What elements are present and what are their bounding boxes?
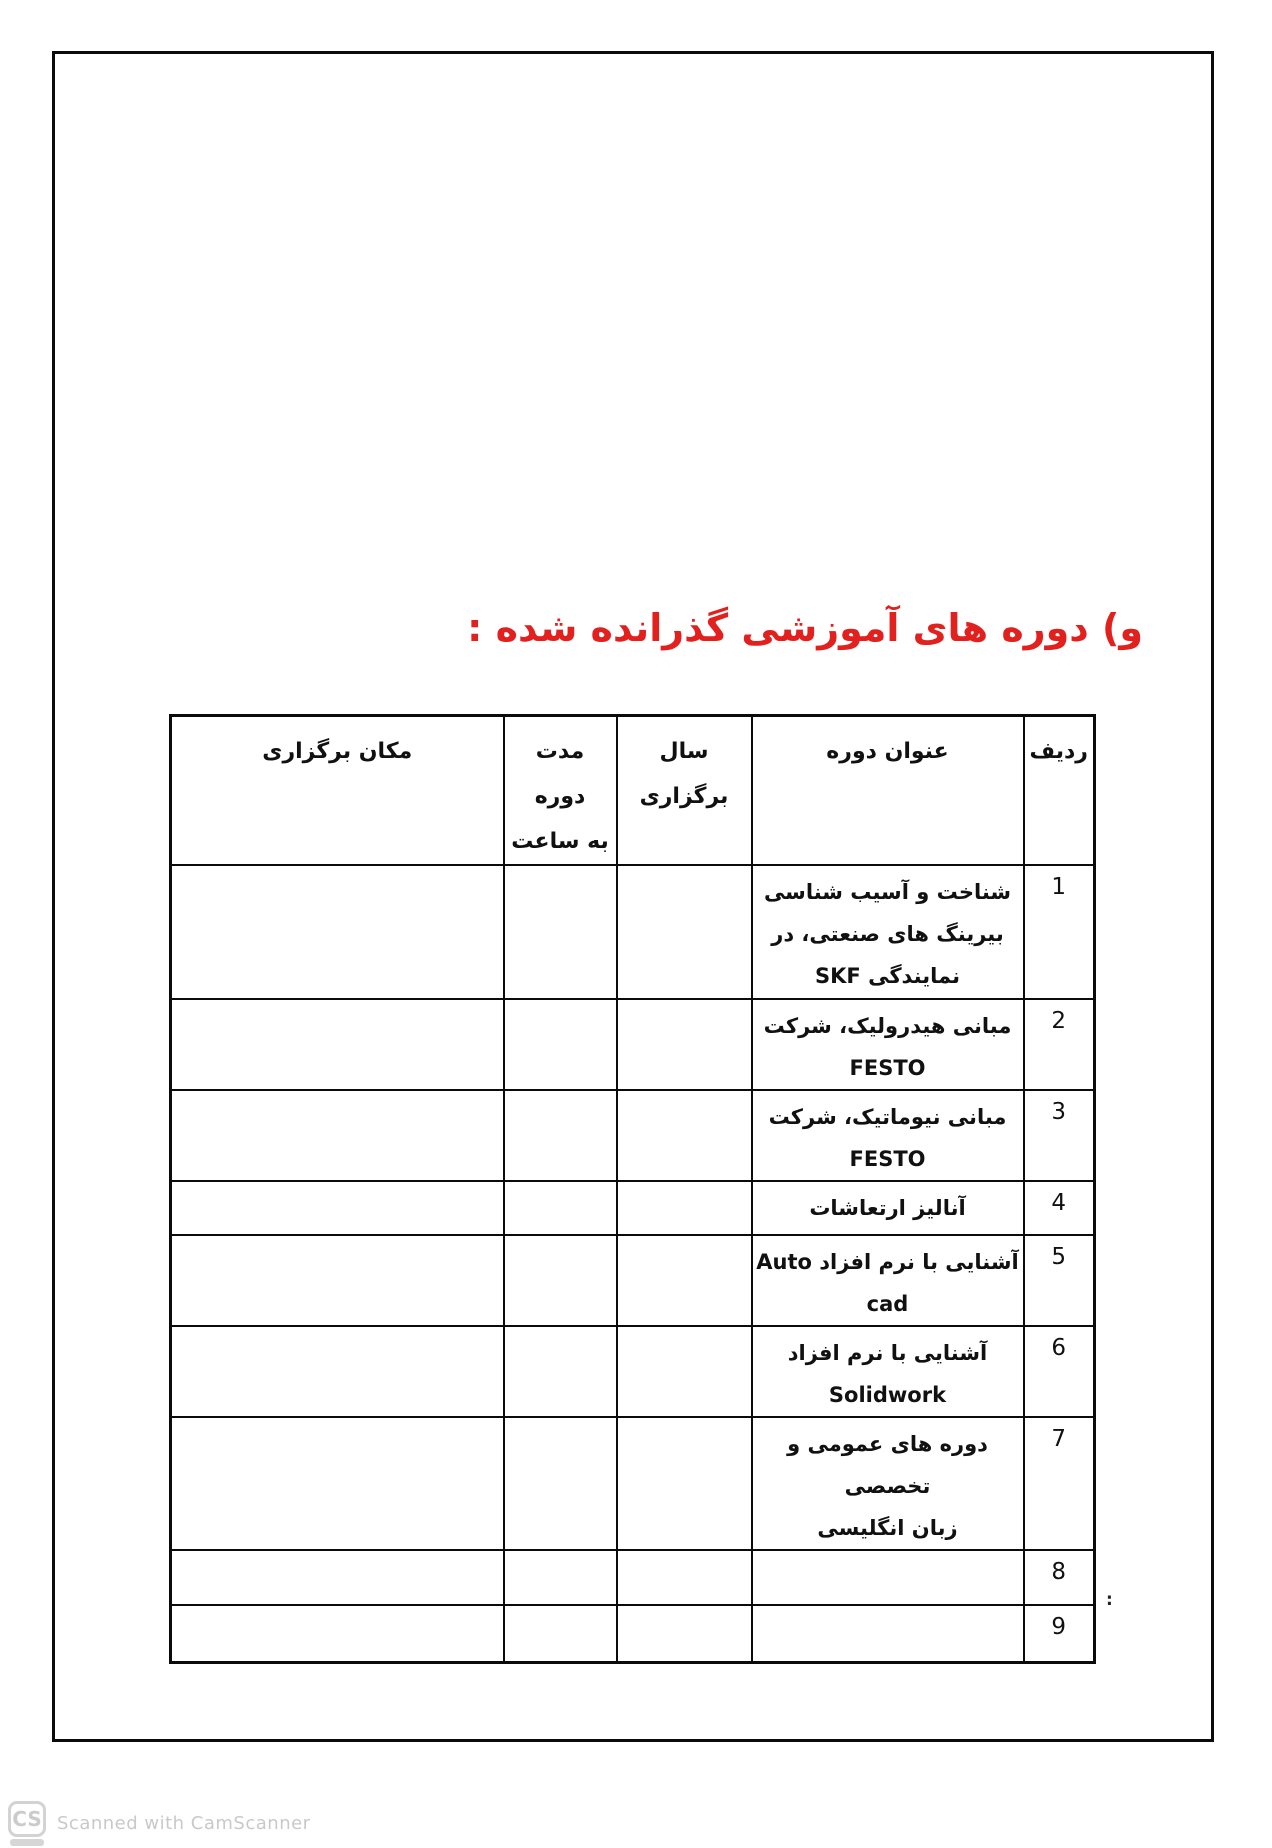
cell-duration <box>504 1090 617 1181</box>
cell-course-title: آشنایی با نرم افزاد Solidwork <box>752 1326 1024 1417</box>
cell-row-number: 8 <box>1024 1550 1095 1605</box>
cell-course-title: مبانی هیدرولیک، شرکت FESTO <box>752 999 1024 1090</box>
cell-duration <box>504 1605 617 1662</box>
camscanner-badge-label: CS <box>12 1807 42 1831</box>
table-row <box>171 1090 1095 1181</box>
cell-row-number: 9 <box>1024 1605 1095 1662</box>
camscanner-watermark-text: Scanned with CamScanner <box>57 1813 311 1834</box>
header-row-number: ردیف <box>1024 716 1095 866</box>
cell-year <box>617 865 752 999</box>
header-duration: مدت دوره به ساعت <box>504 716 617 866</box>
cell-course-title: دوره های عمومی و تخصصی زبان انگلیسی <box>752 1417 1024 1550</box>
header-year: سال برگزاری <box>617 716 752 866</box>
table-row <box>171 1550 1095 1605</box>
cell-location <box>171 1605 504 1662</box>
cell-location <box>171 1326 504 1417</box>
cell-row-number: 1 <box>1024 865 1095 999</box>
cell-year <box>617 1181 752 1235</box>
stray-colon-text: : <box>1106 1590 1113 1610</box>
cell-location <box>171 865 504 999</box>
cell-year <box>617 999 752 1090</box>
table-row <box>171 865 1095 999</box>
cell-course-title: آشنایی با نرم افزاد Auto cad <box>752 1235 1024 1326</box>
cell-course-title <box>752 1605 1024 1662</box>
table-row <box>171 1235 1095 1326</box>
cell-location <box>171 1550 504 1605</box>
camscanner-badge-icon <box>8 1801 46 1837</box>
cell-row-number: 4 <box>1024 1181 1095 1235</box>
cell-duration <box>504 1417 617 1550</box>
cell-year <box>617 1326 752 1417</box>
cell-year <box>617 1550 752 1605</box>
cell-duration <box>504 865 617 999</box>
cell-location <box>171 1090 504 1181</box>
cell-location <box>171 1181 504 1235</box>
cell-row-number: 3 <box>1024 1090 1095 1181</box>
header-location: مکان برگزاری <box>171 716 504 866</box>
courses-table <box>169 714 1096 1664</box>
cell-course-title: شناخت و آسیب شناسی بیرینگ های صنعتی، در نمایندگی SKF <box>752 865 1024 999</box>
cell-duration <box>504 1235 617 1326</box>
cell-row-number: 2 <box>1024 999 1095 1090</box>
table-row <box>171 1417 1095 1550</box>
cell-duration <box>504 1326 617 1417</box>
cell-course-title <box>752 1550 1024 1605</box>
cell-row-number: 5 <box>1024 1235 1095 1326</box>
table-header-row <box>171 716 1095 866</box>
cell-location <box>171 999 504 1090</box>
cell-location <box>171 1235 504 1326</box>
cell-year <box>617 1235 752 1326</box>
header-course-title: عنوان دوره <box>752 716 1024 866</box>
cell-course-title: آنالیز ارتعاشات <box>752 1181 1024 1235</box>
cell-location <box>171 1417 504 1550</box>
table-row <box>171 999 1095 1090</box>
cell-year <box>617 1090 752 1181</box>
cell-year <box>617 1605 752 1662</box>
cell-duration <box>504 1550 617 1605</box>
table-row <box>171 1605 1095 1662</box>
cell-year <box>617 1417 752 1550</box>
cell-row-number: 6 <box>1024 1326 1095 1417</box>
table-row <box>171 1181 1095 1235</box>
camscanner-badge-bar <box>10 1839 44 1846</box>
table-row <box>171 1326 1095 1417</box>
cell-duration <box>504 999 617 1090</box>
cell-course-title: مبانی نیوماتیک، شرکت FESTO <box>752 1090 1024 1181</box>
section-title: و) دوره های آموزشی گذرانده شده : <box>467 606 1143 650</box>
cell-duration <box>504 1181 617 1235</box>
cell-row-number: 7 <box>1024 1417 1095 1550</box>
